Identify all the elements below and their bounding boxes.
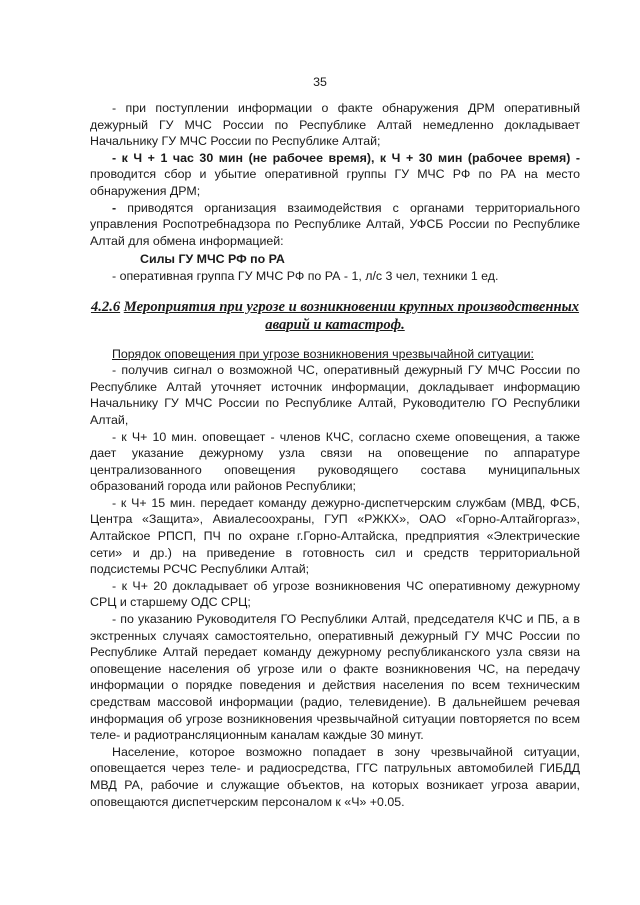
- paragraph-group-departure: [90, 150, 580, 200]
- section-heading: [90, 298, 580, 334]
- forces-title: Силы ГУ МЧС РФ по РА: [140, 252, 285, 267]
- paragraph-population: Население, которое возможно попадает в зону чрезвычайной ситуации, оповещается через теле- и радиосредства, ГГС патрульных автомобилей ГИБДД МВД РА, рабочие и служащие объектов, на которых возникает угроза аварии, оповещаются диспетчерским персоналом к «Ч» +0.05.: [90, 744, 580, 809]
- paragraph-report: - при поступлении информации о факте обнаружения ДРМ оперативный дежурный ГУ МЧС России по Республике Алтай немедленно докладывает Начальнику ГУ МЧС России по Республике Алтай;: [90, 101, 580, 149]
- time-emphasis: - к Ч + 1 час 30 мин (не рабочее время), к Ч + 30 мин (рабочее время) -: [112, 150, 580, 165]
- paragraph-signal: - получив сигнал о возможной ЧС, оперативный дежурный ГУ МЧС России по Республике Алтай уточняет источник информации, докладывает информацию Начальнику ГУ МЧС России по Республике Алтай, Руководителю ГО Республики Алтай,: [90, 363, 580, 427]
- forces-line: - оперативная группа ГУ МЧС РФ по РА - 1, л/с 3 чел, техники 1 ед.: [112, 268, 499, 283]
- paragraph-20-min: - к Ч+ 20 докладывает об угрозе возникновения ЧС оперативному дежурному СРЦ и старшему ОДС СРЦ;: [90, 578, 580, 610]
- paragraph-population-alert: - по указанию Руководителя ГО Республики Алтай, председателя КЧС и ПБ, а в экстренных случаях самостоятельно, оперативный дежурный ГУ МЧС России по Республике Алтай передает команду дежурному республиканского узла связи на оповещение населения об угрозе или о факте возникновения ЧС, на передачу информации о порядке поведения и действия населения по всем техническим средствам массовой информации (радио, телевидение). В дальнейшем речевая информация об угрозе возникновения чрезвычайной ситуации повторяется по всем теле- и радиотрансляционным каналам каждые 30 минут.: [90, 612, 580, 743]
- paragraph-text: проводится сбор и убытие оперативной группы ГУ МЧС РФ по РА на место обнаружения ДРМ;: [90, 167, 580, 198]
- paragraph-15-min: - к Ч+ 15 мин. передает команду дежурно-диспетчерским службам (МВД, ФСБ, Центра «Защита», Авиалесоохраны, ГУП «РЖКХ», ОАО «Горно-Алтайгоргаз», Алтайское РПСП, ПЧ по охране г.Горно-Алтайска, предприятия «Электрические сети» и др.) на приведение в готовность сил и средств территориальной подсистемы РСЧС Республики Алтай;: [90, 495, 580, 577]
- text-column: [90, 100, 580, 810]
- paragraph-interaction: [90, 200, 580, 250]
- dash-emphasis: -: [112, 200, 117, 215]
- paragraph-text: приводятся организация взаимодействия с органами территориального управления Роспотребнадзора по Республике Алтай, УФСБ России по Республике Алтай для обмена информацией:: [90, 200, 580, 248]
- notification-subheading: Порядок оповещения при угрозе возникновения чрезвычайной ситуации:: [112, 346, 534, 361]
- section-title-line1: Мероприятия при угрозе и возникновении крупных производственных: [123, 298, 580, 315]
- page-number: 35: [313, 75, 327, 89]
- section-title-line2: аварий и катастроф.: [265, 316, 405, 333]
- section-number: 4.2.6: [90, 298, 121, 315]
- paragraph-10-min: - к Ч+ 10 мин. оповещает - членов КЧС, согласно схеме оповещения, а также дает указание дежурному узла связи на оповещение по аппаратуре централизованного оповещения руководящего состава муниципальных образований города или районов Республики;: [90, 429, 580, 494]
